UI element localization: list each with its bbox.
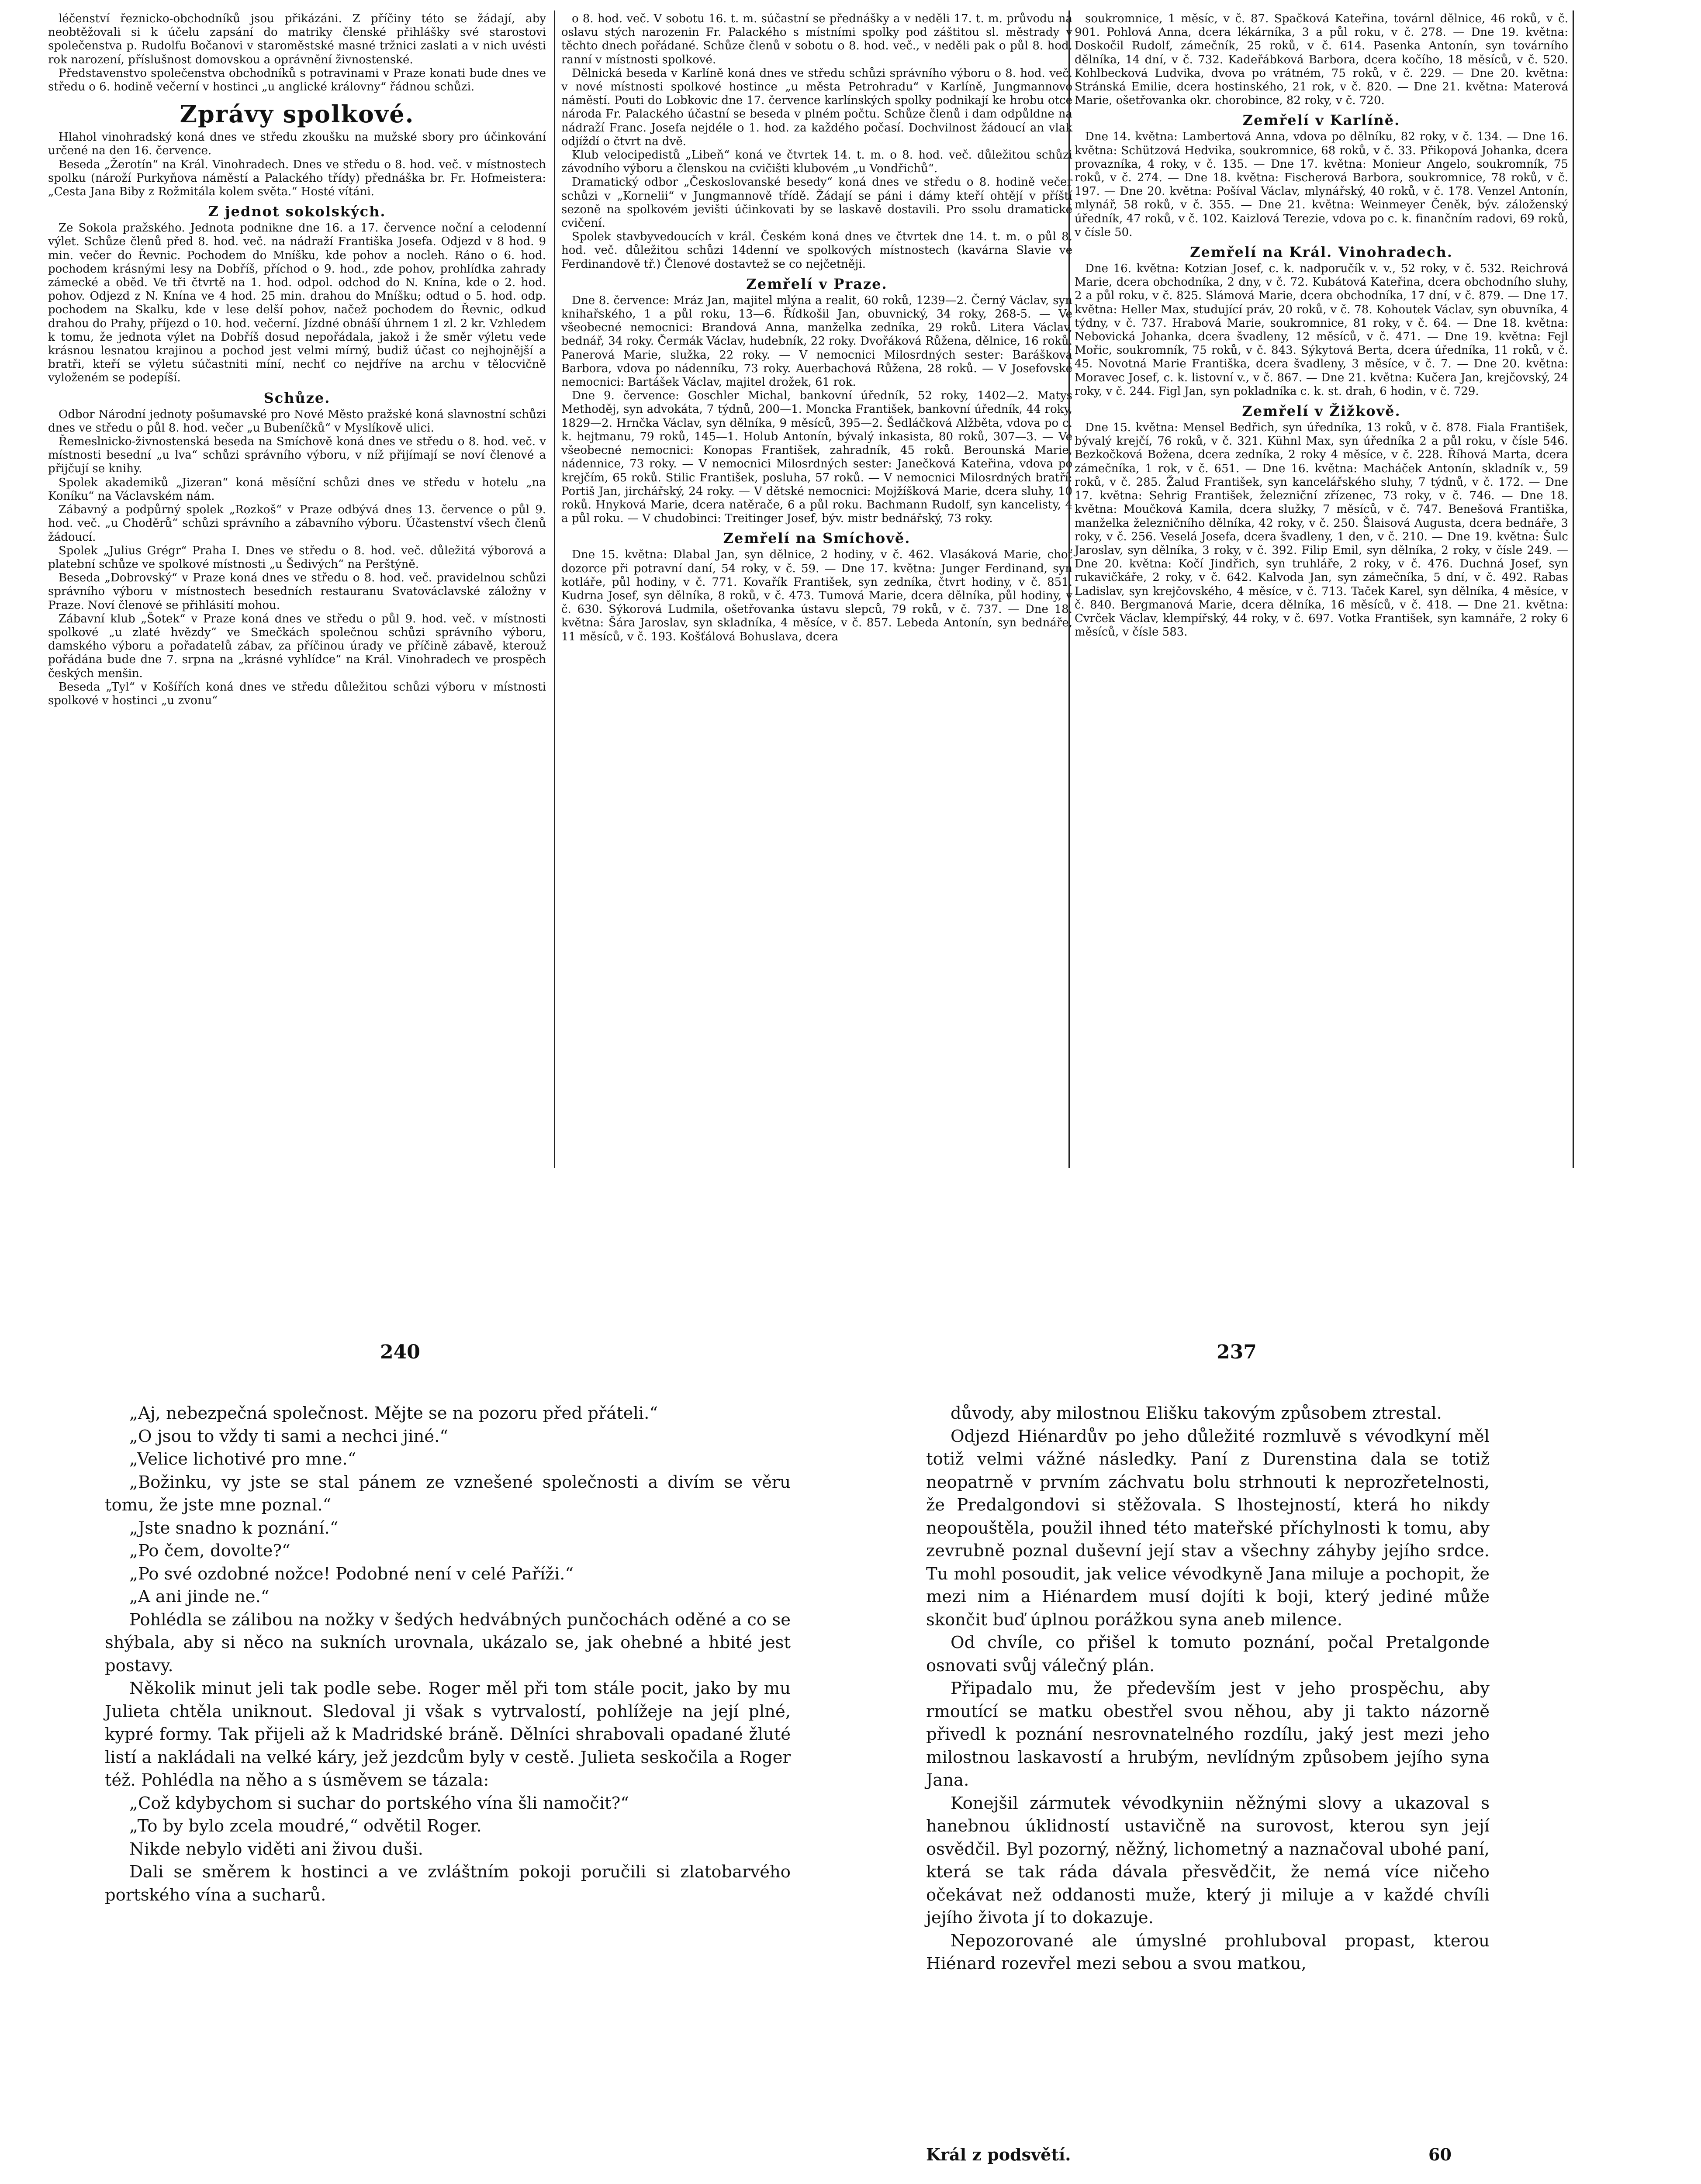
footer-title: Král z podsvětí. [926, 2145, 1071, 2164]
news-paragraph: Spolek „Julius Grégr“ Praha I. Dnes ve středu o 8. hod. več. důležitá výborová a platební schůze ve spolkové místnosti „u Šedivých“ na Perštýně. [48, 544, 546, 571]
book-paragraph: Nepozorované ale úmyslné prohluboval propast, kterou Hiénard rozevřel mezi sebou a svou matkou, [926, 1931, 1490, 1973]
book-paragraph: Pohlédla se zálibou na nožky v šedých hedvábných punčochách oděné a co se shýbala, aby si něco na sukních urovnala, ukázalo se, jak ohebné a hbité jest postavy. [105, 1610, 791, 1676]
news-paragraph: Spolek stavbyvedoucích v král. Českém koná dnes ve čtvrtek dne 14. t. m. o půl 8. hod. več. důležitou schůzi 14denní ve spolkových místnostech (kavárna Slavie ve Ferdinandově tř.) Členové dostavtež se co nejčetněji. [561, 230, 1072, 271]
section-heading: Zemřelí v Žižkově. [1242, 403, 1401, 420]
news-paragraph: Odbor Národní jednoty pošumavské pro Nové Město pražské koná slavnostní schůzi dnes ve středu o půl 8. hod. večer „u Bubeníčků“ v Myslíkově ulici. [48, 408, 546, 435]
news-paragraph: Dne 15. května: Dlabal Jan, syn dělnice, 2 hodiny, v č. 462. Vlasáková Marie, choť dozorce při potravní daní, 54 roky, v č. 59. — Dne 17. května: Junger Ferdinand, syn kotláře, půl hodiny, v č. 771. Kovařík František, syn zedníka, čtvrt hodiny, v č. 851. Kudrna Josef, syn dělníka, 8 roků, v č. 473. Tumová Marie, dcera dělníka, půl hodiny, v č. 630. Sýkorová Ludmila, ošetřovanka ústavu slepců, 79 roků, v č. 737. — Dne 18. května: Šára Jaroslav, syn skladníka, 4 měsíce, v č. 857. Lebeda Antonín, syn bednáře, 11 měsíců, v č. 193. Košťálová Bohuslava, dcera [561, 548, 1072, 643]
book-paragraph: „Jste snadno k poznání.“ [129, 1518, 339, 1538]
newspaper-column-3 [1075, 12, 1568, 639]
news-paragraph: Dne 16. května: Kotzian Josef, c. k. nadporučík v. v., 52 roky, v č. 532. Reichrová Marie, dcera obchodníka, 2 dny, v č. 72. Kubátová Kateřina, dcera obchodního sluhy, 2 a půl roku, v č. 825. Slámová Marie, dcera obchodníka, 17 dní, v č. 879. — Dne 17. května: Heller Max, studující práv, 20 roků, v č. 78. Kohoutek Václav, syn obuvníka, 4 týdny, v č. 737. Hrabová Marie, soukromnice, 81 roky, v č. 64. — Dne 18. května: Nebovická Johanka, dcera švadleny, 12 měsíců, v č. 471. — Dne 19. května: Fejl Mořic, soukromník, 75 roků, v č. 843. Sýkytová Berta, dcera úředníka, 11 roků, v č. 45. Novotná Marie Františka, dcera švadleny, 3 měsíce, v č. 7. — Dne 20. května: Moravec Josef, c. k. listovní v., v č. 867. — Dne 21. května: Kučera Jan, krejčovský, 24 roky, v č. 244. Figl Jan, syn pokladníka c. k. st. drah, 6 hodin, v č. 729. [1075, 262, 1568, 398]
book-paragraph: Připadalo mu, že především jest v jeho prospěchu, aby rmoutící se matku obestřel svou něhou, aby ji takto názorně přivedl k poznání nesrovnatelného rozdílu, jaký jest mezi jeho milostnou laskavostí a hrubým, nevlídným způsobem jejího syna Jana. [926, 1679, 1490, 1790]
news-paragraph: Řemeslnicko-živnostenská beseda na Smíchově koná dnes ve středu o 8. hod. več. v místnosti besední „u lva“ schůzi správního výboru, v níž přijímají se noví členové a přijčují se knihy. [48, 435, 546, 476]
news-paragraph: Dne 14. května: Lambertová Anna, vdova po dělníku, 82 roky, v č. 134. — Dne 16. května: Schützová Hedvika, soukromnice, 68 roků, v č. 33. Přikopová Johanka, dcera provazníka, 4 roky, v č. 135. — Dne 17. května: Monieur Angelo, soukromník, 75 roků, v č. 274. — Dne 18. května: Fischerová Barbora, soukromnice, 78 roků, v č. 197. — Dne 20. května: Pošíval Václav, mlynářský, 40 roků, v č. 178. Venzel Antonín, mlynář, 58 roků, v č. 355. — Dne 21. května: Weinmeyer Čeněk, býv. záloženský úředník, 47 roků, v č. 102. Kaizlová Terezie, vdova po c. k. finančním radovi, 69 roků, v čísle 50. [1075, 130, 1568, 239]
book-paragraph: důvody, aby milostnou Elišku takovým způsobem ztrestal. [951, 1403, 1442, 1423]
book-left-page-text [105, 1402, 791, 1907]
news-paragraph: Dne 15. května: Mensel Bedřich, syn úředníka, 13 roků, v č. 878. Fiala František, bývalý krejčí, 76 roků, v č. 321. Kühnl Max, syn úředníka 2 a půl roku, v čísle 546. Bezkočková Božena, dcera zedníka, 2 roky 4 měsíce, v č. 228. Říhová Marta, dcera zámečníka, 1 rok, v č. 651. — Dne 16. května: Macháček Antonín, skladník v., 59 roků, v č. 285. Žalud František, syn kancelářského sluhy, 7 týdnů, v č. 172. — Dne 17. května: Sehrig František, železniční zřízenec, 73 roky, v č. 746. — Dne 18. května: Moučková Kamila, dcera služky, 7 měsíců, v č. 747. Benešová Františka, manželka železničního dělníka, 42 roky, v č. 250. Šlaisová Augusta, dcera bednáře, 3 roky, v č. 256. Veselá Josefa, dcera švadleny, 1 den, v č. 210. — Dne 19. května: Šulc Jaroslav, syn dělníka, 3 roky, v č. 392. Filip Emil, syn dělníka, 2 roky, v čísle 249. — Dne 20. května: Kočí Jindřich, syn truhláře, 2 roky, v č. 476. Duchná Josef, syn rukavičkáře, 2 roky, v č. 642. Kalvoda Jan, syn zámečníka, 5 dní, v č. 492. Rabas Ladislav, syn krejčovského, 4 měsíce, v č. 713. Taček Karel, syn dělníka, 4 měsíce, v č. 840. Bergmanová Marie, dcera dělníka, 16 měsíců, v č. 418. — Dne 21. května: Cvrček Václav, klempířský, 44 roky, v č. 697. Votka František, syn kamnáře, 2 roky 6 měsíců, v čísle 583. [1075, 421, 1568, 639]
column-rule-3 [1573, 10, 1574, 1168]
book-paragraph: „A ani jinde ne.“ [129, 1587, 270, 1607]
section-heading: Zemřelí v Karlíně. [1242, 112, 1400, 129]
book-paragraph: „Po čem, dovolte?“ [129, 1541, 290, 1561]
news-paragraph: Zábavný a podpůrný spolek „Rozkoš“ v Praze odbývá dnes 13. července o půl 9. hod. več. „u Choděrů“ schůzi správního a zábavního výboru. Účastenství všech členů žádoucí. [48, 503, 546, 544]
section-heading: Z jednot sokolských. [208, 203, 386, 220]
footer-number: 60 [1428, 2145, 1452, 2164]
left-page-number: 240 [380, 1341, 420, 1363]
book-paragraph: „O jsou to vždy ti sami a nechci jiné.“ [129, 1426, 448, 1446]
news-paragraph: Dělnická beseda v Karlíně koná dnes ve středu schůzi správního výboru o 8. hod. več. v nové místnosti spolkové hostince „u města Petrohradu“ v Karlíně, Jungmannovo náměstí. Pouti do Lobkovic dne 17. července karlínských spolky podnikají ke hrobu otce národa Fr. Palackého účastní se beseda v plném počtu. Schůze členů i dam odpůldne na nádraží Franc. Josefa nejdéle o 1. hod. za každého počasí. Dochvilnost žádoucí an vlak odjíždí o čtvrt na dvě. [561, 66, 1072, 148]
news-paragraph: Beseda „Tyl“ v Košířích koná dnes ve středu důležitou schůzi výboru v místnosti spolkové v hostinci „u zvonu“ [48, 680, 546, 707]
news-paragraph: Zábavní klub „Šotek“ v Praze koná dnes ve středu o půl 9. hod. več. v místnosti spolkové „u zlaté hvězdy“ ve Smečkách společnou schůzi správního výboru, damského výboru a pořadatelů zábav, za příčinou úrady ve příčině zábavě, kterouž pořádána bude dne 7. srpna na „krásné vyhlídce“ na Král. Vinohradech ve prospěch českých menšin. [48, 612, 546, 680]
book-paragraph: „Což kdybychom si suchar do portského vína šli namočit?“ [129, 1793, 629, 1813]
book-paragraph: „Aj, nebezpečná společnost. Mějte se na pozoru před přáteli.“ [129, 1403, 658, 1423]
news-paragraph: Hlahol vinohradský koná dnes ve středu zkoušku na mužské sbory pro účinkování určené na den 16. července. [48, 131, 546, 158]
section-heading: Zemřelí v Praze. [746, 275, 888, 292]
book-paragraph: „Božinku, vy jste se stal pánem ze vznešené společnosti a divím se věru tomu, že jste mne poznal.“ [105, 1472, 791, 1515]
book-paragraph: Dali se směrem k hostinci a ve zvláštním pokoji poručili si zlatobarvého portského vína a sucharů. [105, 1862, 791, 1905]
news-paragraph: Ze Sokola pražského. Jednota podnikne dne 16. a 17. července noční a celodenní výlet. Schůze členů před 8. hod. več. na nádraží Františka Josefa. Odjezd v 8 hod. 9 min. večer do Řevnic. Pochodem do Mníšku, kde pohov a nocleh. Ráno o 6. hod. pochodem krásnými lesy na Dobříš, příchod o 9. hod., zde pohov, prohlídka zahrady zámecké a oběd. Ve tři čtvrtě na 1. hod. odpol. odchod do N. Knína, kde o 2. hod. pohov. Odjezd z N. Knína ve 4 hod. 25 min. drahou do Mníšku; odtud o 5. hod. odp. pochodem na Skalku, kde v lese delší pohov, načež pochodem do Řevnic, odkud drahou do Prahy, příjezd o 10. hod. večerní. Jízdné obnáší úhrnem 1 zl. 2 kr. Vzhledem k tomu, že jednota výlet na Dobříš dosud nepořádala, jakož i že směr výletu vede krásnou lesnatou krajinou a pochod jest velmi mírný, budiž účast co nejhojnější a bratři, kteří se výletu súčastniti míní, nechť co nejdříve na archu v tělocvičně vyloženém se podepíší. [48, 221, 546, 385]
book-paragraph: „Velice lichotivé pro mne.“ [129, 1449, 356, 1469]
book-paragraph: Několik minut jeli tak podle sebe. Roger měl při tom stále pocit, jako by mu Julieta chtěla uniknout. Sledoval ji však s vytrvalostí, pohlížeje na její plné, kypré formy. Tak přijeli až k Madridské bráně. Dělníci shrabovali opadané žluté listí a nakládali na velké káry, jež jezdcům byly v cestě. Julieta seskočila a Roger též. Pohlédla na něho a s úsměvem se tázala: [105, 1679, 791, 1790]
news-paragraph: Představenstvo společenstva obchodníků s potravinami v Praze konati bude dnes ve středu o 6. hodině večerní v hostinci „u anglické královny“ řádnou schůzi. [48, 66, 546, 94]
column-rule-1 [554, 10, 555, 1168]
section-heading: Zemřelí na Král. Vinohradech. [1190, 244, 1453, 261]
news-paragraph: Dne 8. července: Mráz Jan, majitel mlýna a realit, 60 roků, 1239—2. Černý Václav, syn knihařského, 1 a půl roku, 13—6. Řídkošil Jan, obuvnický, 34 roky, 268-5. — Ve všeobecné nemocnici: Brandová Anna, manželka zedníka, 29 roků. Litera Václav, bednář, 34 roky. Čermák Václav, hudebník, 22 roky. Dvořáková Růžena, dělnice, 16 roků. Panerová Marie, služka, 22 roky. — V nemocnici Milosrdných sester: Barášková Barbora, vdova po nádenníku, 73 roky. Auerbachová Růžena, 28 roků. — V Josefovské nemocnici: Bartášek Václav, majitel drožek, 61 rok. [561, 294, 1072, 389]
news-paragraph: o 8. hod. več. V sobotu 16. t. m. súčastní se přednášky a v neděli 17. t. m. průvodu na oslavu stých narozenin Fr. Palackého s místními spolky pod záštitou sl. městrady v těchto dnech pořádané. Schůze členů v sobotu o 8. hod. več., v neděli pak o půl 8. hod. ranní v místnosti spolkové. [561, 12, 1072, 66]
book-footer [926, 2145, 1490, 2164]
news-paragraph: Dramatický odbor „Českoslovanské besedy“ koná dnes ve středu o 8. hodině večer schůzi v „Kornelii“ v Jungmannově třídě. Žádají se páni i dámy kteří ohtějí v příští sezoně na spolkovém jevišti účinkovati by se laskavě dostavili. Pro ssolu dramatické cvičení. [561, 176, 1072, 230]
column-rule-2 [1068, 10, 1070, 1168]
news-paragraph: léčenství řeznicko-obchodníků jsou přikázáni. Z příčiny této se žádají, aby neobtěžovali si k účelu zapsání do matriky členské přihlášky své starostovi společenstva p. Rudolfu Bočanovi v staroměstské masné tržnici zaslati a v nich uvésti rok narození, příslušnost domovskou a oprávnění živnostenské. [48, 12, 546, 66]
book-paragraph: „Po své ozdobné nožce! Podobné není v celé Paříži.“ [129, 1564, 574, 1584]
book-paragraph: Nikde nebylo viděti ani živou duši. [129, 1839, 423, 1859]
news-paragraph: Beseda „Dobrovský“ v Praze koná dnes ve středu o 8. hod. več. pravidelnou schůzi správního výboru v místnostech besedních restauranu Svatováclavské záložny v Praze. Noví členové se přihlásití mohou. [48, 571, 546, 612]
book-right-page-text [926, 1402, 1490, 1976]
book-paragraph: Odjezd Hiénardův po jeho důležité rozmluvě s vévodkyní měl totiž velmi vážné následky. Paní z Durenstina dala se totiž neopatrně v prvním záchvatu bolu strhnouti k neprozřetelnosti, že Predalgondovi si stěžovala. S lhostejností, která ho nikdy neopouštěla, použil ihned této mateřské příchylnosti k tomu, aby zevrubně poznal duševní její stav a všechny záhyby jejího srdce. Tu mohl posoudit, jak velice vévodkyně Jana miluje a pochopit, že mezi nim a Hiénardem musí dojíti k boji, který jediné může skončit buď úplnou porážkou syna aneb milence. [926, 1426, 1490, 1630]
news-paragraph: Beseda „Žerotín“ na Král. Vinohradech. Dnes ve středu o 8. hod. več. v místnostech spolku (nároží Purkyňova náměstí a Palackého třídy) přednáška br. Fr. Hofmeistera: „Cesta Jana Biby z Rožmitála kolem světa.“ Hosté vítáni. [48, 158, 546, 199]
news-paragraph: Dne 9. července: Goschler Michal, bankovní úředník, 52 roky, 1402—2. Matys Methoděj, syn advokáta, 7 týdnů, 200—1. Moncka František, bankovní úředník, 44 roky, 1829—2. Hrnčka Václav, syn dělníka, 9 měsíců, 395—2. Šedláčková Alžběta, vdova po c. k. hejtmanu, 79 roků, 145—1. Holub Antonín, bývalý inkasista, 80 roků, 307—3. — Ve všeobecné nemocnici: Konopas František, zahradník, 45 roků. Berounská Marie, nádennice, 73 roky. — V nemocnici Milosrdných sester: Janečková Kateřina, vdova po krejčím, 65 roků. Stilic František, posluha, 57 roků. — V nemocnici Milosrdných bratří: Portiš Jan, jirchářský, 24 roky. — V dětské nemocnici: Mojžíšková Marie, dcera sluhy, 10 roků. Hnyková Marie, dcera natěrače, 6 a půl roku. Bachmann Rudolf, syn kancelisty, 4 a půl roku. — V chudobinci: Treitinger Josef, býv. mistr bednářský, 73 roky. [561, 389, 1072, 525]
section-heading: Zprávy spolkové. [180, 100, 415, 128]
book-paragraph: Konejšil zármutek vévodkyniin něžnými slovy a ukazoval s hanebnou úklidností ustavičně na surovost, kterou syn její osvědčil. Byl pozorný, něžný, lichometný a naznačoval ubohé paní, která se tak ráda dávala přesvědčit, že nemá více ničeho očekávat než oddanosti muže, který ji miluje a v každé chvíli jejího života jí to dokazuje. [926, 1793, 1490, 1928]
section-heading: Schůze. [263, 389, 331, 406]
right-page-number: 237 [1217, 1341, 1257, 1363]
section-heading: Zemřelí na Smíchově. [723, 530, 911, 547]
book-paragraph: „To by bylo zcela moudré,“ odvětil Roger. [129, 1816, 482, 1836]
news-paragraph: Spolek akademiků „Jizeran“ koná měsíční schůzi dnes ve středu v hotelu „na Koníku“ na Václavském nám. [48, 476, 546, 503]
newspaper-column-1 [48, 12, 546, 708]
news-paragraph: Klub velocipedistů „Libeň“ koná ve čtvrtek 14. t. m. o 8. hod. več. důležitou schůzi závodního výboru a členskou na cvičišti klubovém „u Vondřichů“. [561, 149, 1072, 176]
news-paragraph: soukromnice, 1 měsíc, v č. 87. Spačková Kateřina, továrnl dělnice, 46 roků, v č. 901. Pohlová Anna, dcera lékárníka, 3 a půl roku, v č. 278. — Dne 19. května: Doskočil Rudolf, zámečník, 25 roků, v č. 614. Pasenka Antonín, syn továrního dělníka, 14 dní, v č. 732. Kadeřábková Barbora, dcera kočího, 18 měsíců, v č. 520. Kohlbecková Ludvika, dvova po vrátném, 75 roků, v č. 229. — Dne 20. května: Stránská Emilie, dcera hostinského, 21 rok, v č. 820. — Dne 21. května: Materová Marie, ošetřovanka okr. chorobince, 82 roky, v č. 720. [1075, 12, 1568, 107]
newspaper-column-2 [561, 12, 1072, 644]
book-paragraph: Od chvíle, co přišel k tomuto poznání, počal Pretalgonde osnovati svůj válečný plán. [926, 1633, 1490, 1676]
